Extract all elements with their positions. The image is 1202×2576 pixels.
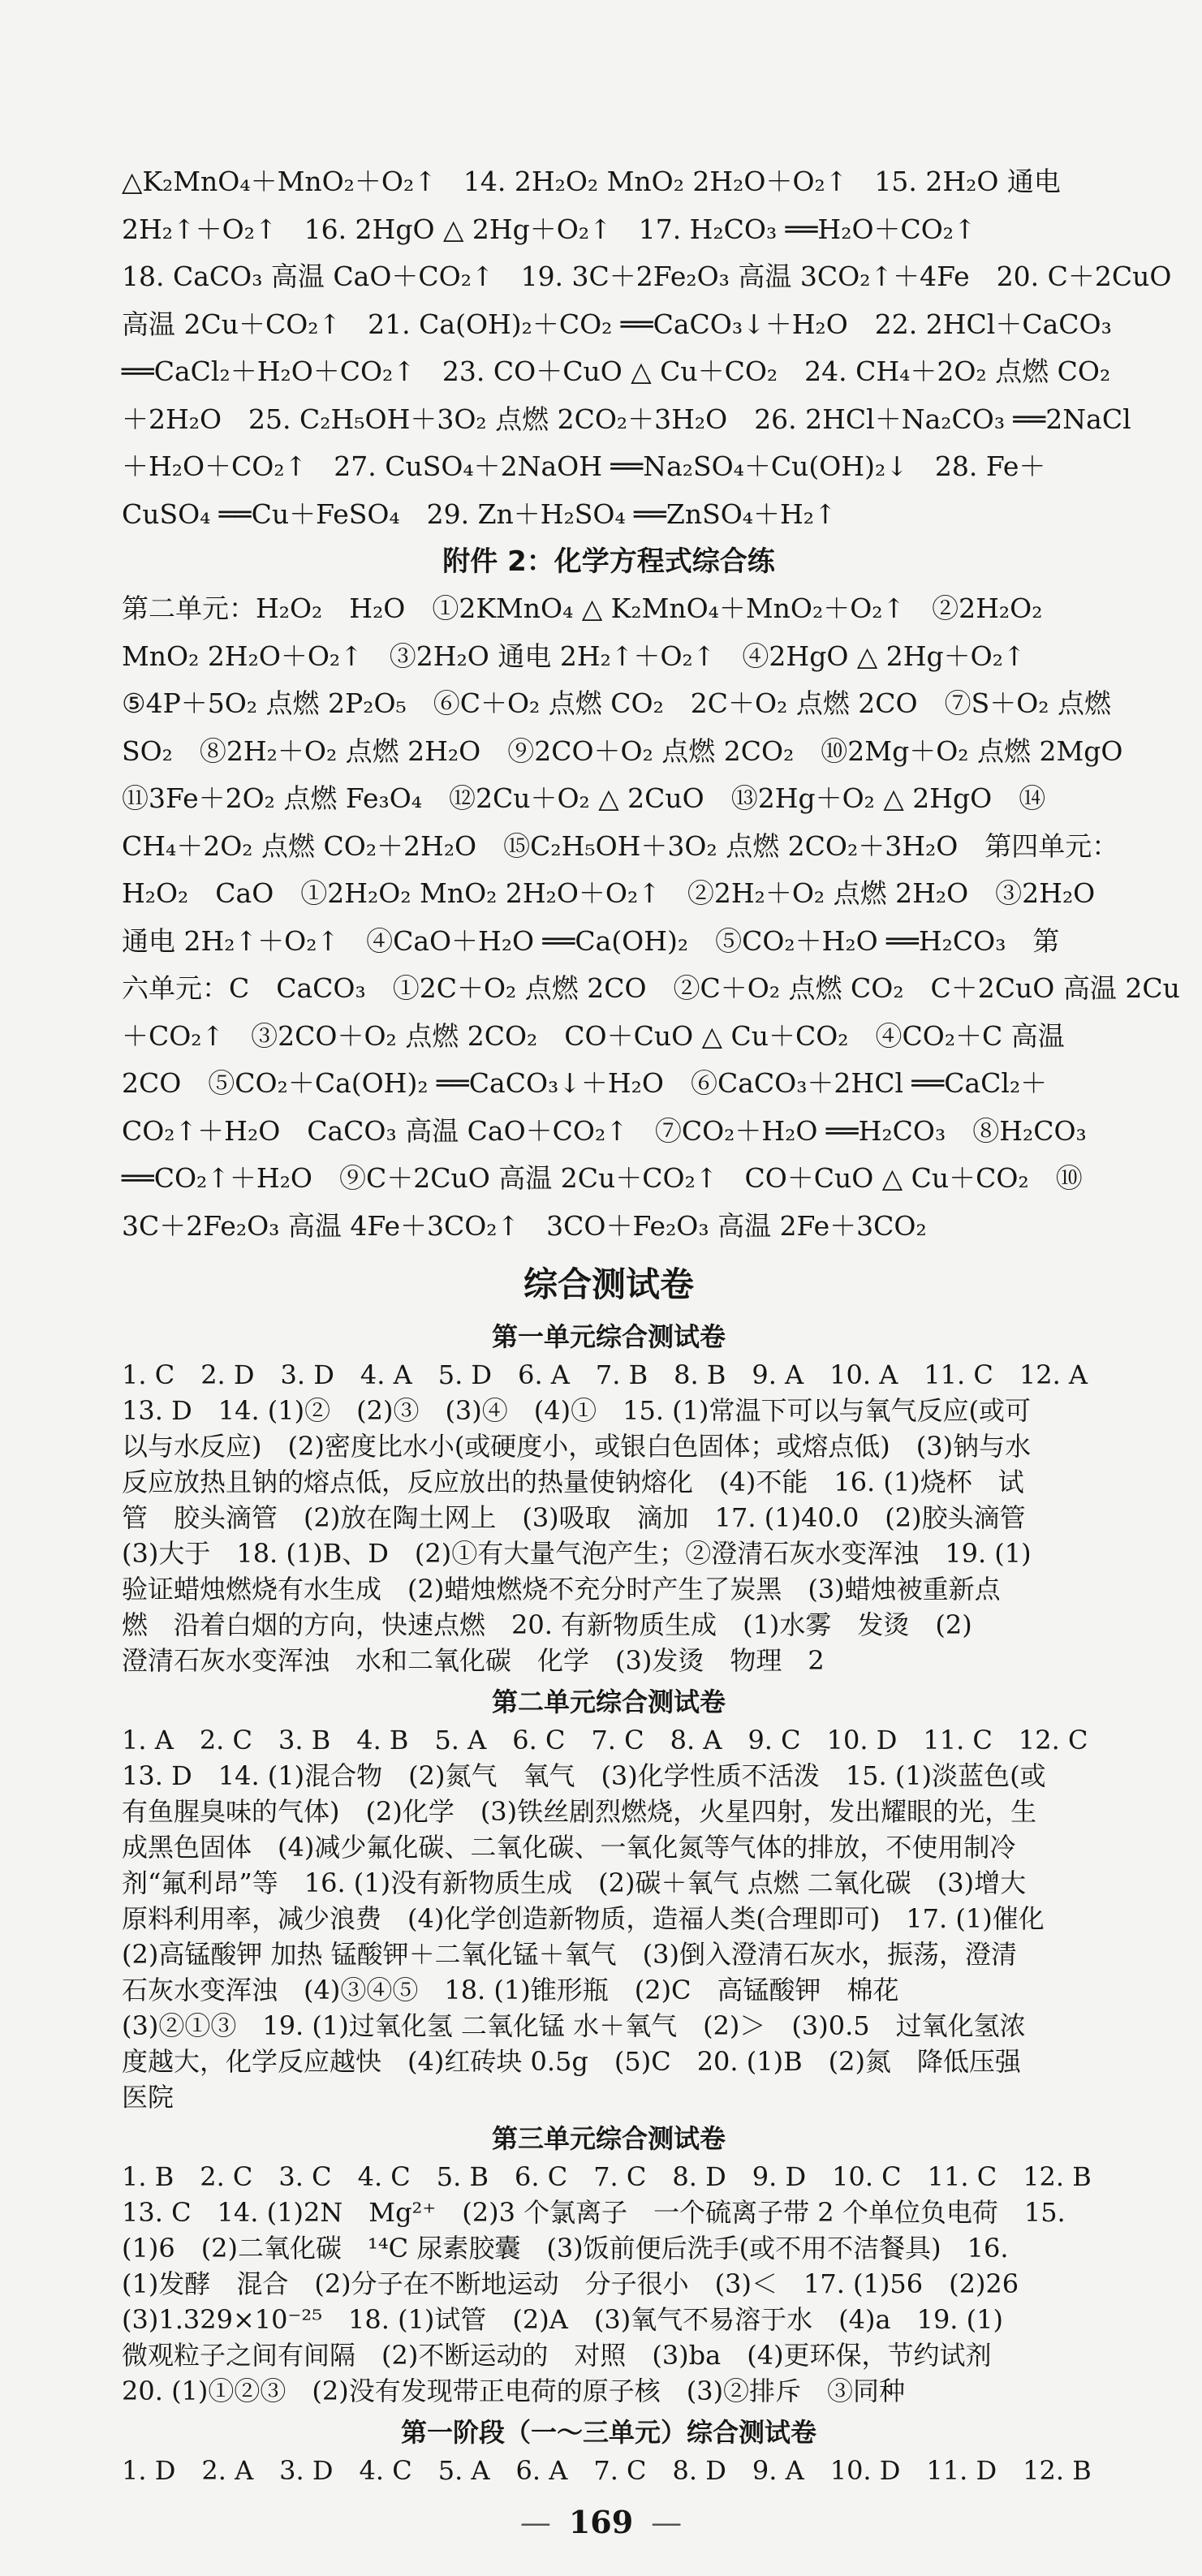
unit3-answers bbox=[122, 2159, 1096, 2409]
answer-line: 原料利用率，减少浪费 (4)化学创造新物质，造福人类(合理即可) 17. (1)催化 bbox=[122, 1903, 1045, 1934]
footer-dash-left: — bbox=[519, 2505, 551, 2540]
answer-line: 医院 bbox=[122, 2082, 174, 2113]
answer-line: 石灰水变浑浊 (4)③④⑤ 18. (1)锥形瓶 (2)C 高锰酸钾 棉花 bbox=[122, 1975, 899, 2005]
answer-line: 验证蜡烛燃烧有水生成 (2)蜡烛燃烧不充分时产生了炭黑 (3)蜡烛被重新点 bbox=[122, 1574, 1001, 1605]
answer-line: 1. A 2. C 3. B 4. B 5. A 6. C 7. C 8. A 9. C 10. D 11. C 12. C bbox=[122, 1725, 1088, 1755]
answer-line: 1. C 2. D 3. D 4. A 5. D 6. A 7. B 8. B 9. A 10. A 11. C 12. A bbox=[122, 1359, 1088, 1390]
equation-line: ⑪3Fe＋2O₂ 点燃 Fe₃O₄ ⑫2Cu＋O₂ △ 2CuO ⑬2Hg＋O₂ △ 2HgO ⑭ bbox=[122, 782, 1046, 814]
equation-line: △K₂MnO₄＋MnO₂＋O₂↑ 14. 2H₂O₂ MnO₂ 2H₂O＋O₂↑ 15. 2H₂O 通电 bbox=[122, 166, 1061, 197]
answer-line: (3)1.329×10⁻²⁵ 18. (1)试管 (2)A (3)氧气不易溶于水 (4)a 19. (1) bbox=[122, 2304, 1003, 2335]
equation-line: 2CO ⑤CO₂＋Ca(OH)₂ ══CaCO₃↓＋H₂O ⑥CaCO₃＋2HCl ══CaCl₂＋ bbox=[122, 1067, 1048, 1099]
equation-line: 六单元：C CaCO₃ ①2C＋O₂ 点燃 2CO ②C＋O₂ 点燃 CO₂ C＋2CuO 高温 2Cu bbox=[122, 972, 1180, 1004]
unit2-answers bbox=[122, 1722, 1096, 2115]
answer-line: 澄清石灰水变浑浊 水和二氧化碳 化学 (3)发烫 物理 2 bbox=[122, 1645, 825, 1676]
answer-page bbox=[122, 158, 1180, 2488]
equation-line: ＋2H₂O 25. C₂H₅OH＋3O₂ 点燃 2CO₂＋3H₂O 26. 2HCl＋Na₂CO₃ ══2NaCl bbox=[122, 403, 1131, 435]
equation-line: MnO₂ 2H₂O＋O₂↑ ③2H₂O 通电 2H₂↑＋O₂↑ ④2HgO △ 2Hg＋O₂↑ bbox=[122, 640, 1026, 672]
equation-line: ══CaCl₂＋H₂O＋CO₂↑ 23. CO＋CuO △ Cu＋CO₂ 24. CH₄＋2O₂ 点燃 CO₂ bbox=[122, 355, 1111, 387]
answer-line: 反应放热且钠的熔点低，反应放出的热量使钠熔化 (4)不能 16. (1)烧杯 试 bbox=[122, 1467, 1024, 1497]
equation-line: ══CO₂↑＋H₂O ⑨C＋2CuO 高温 2Cu＋CO₂↑ CO＋CuO △ Cu＋CO₂ ⑩ bbox=[122, 1162, 1083, 1194]
equation-line: 第二单元：H₂O₂ H₂O ①2KMnO₄ △ K₂MnO₄＋MnO₂＋O₂↑ ②2H₂O₂ bbox=[122, 592, 1043, 624]
answer-line: 微观粒子之间有间隔 (2)不断运动的 对照 (3)ba (4)更环保，节约试剂 bbox=[122, 2340, 992, 2371]
equation-line: CuSO₄ ══Cu＋FeSO₄ 29. Zn＋H₂SO₄ ══ZnSO₄＋H₂↑ bbox=[122, 498, 837, 530]
equation-line: H₂O₂ CaO ①2H₂O₂ MnO₂ 2H₂O＋O₂↑ ②2H₂＋O₂ 点燃 2H₂O ③2H₂O bbox=[122, 877, 1096, 909]
equation-line: ＋H₂O＋CO₂↑ 27. CuSO₄＋2NaOH ══Na₂SO₄＋Cu(OH)₂↓ 28. Fe＋ bbox=[122, 450, 1046, 482]
answer-line: (1)发酵 混合 (2)分子在不断地运动 分子很小 (3)＜ 17. (1)56 (2)26 bbox=[122, 2268, 1019, 2299]
answer-line: 度越大，化学反应越快 (4)红砖块 0.5g (5)C 20. (1)B (2)氮 降低压强 bbox=[122, 2046, 1021, 2077]
answer-line: (3)②①③ 19. (1)过氧化氢 二氧化锰 水＋氧气 (2)＞ (3)0.5 过氧化氢浓 bbox=[122, 2010, 1026, 2041]
answer-line: 燃 沿着白烟的方向，快速点燃 20. 有新物质生成 (1)水雾 发烫 (2) bbox=[122, 1609, 972, 1640]
equation-line: CO₂↑＋H₂O CaCO₃ 高温 CaO＋CO₂↑ ⑦CO₂＋H₂O ══H₂CO₃ ⑧H₂CO₃ bbox=[122, 1114, 1087, 1147]
unit3-title: 第三单元综合测试卷 bbox=[491, 2123, 726, 2154]
answer-line: 1. B 2. C 3. C 4. C 5. B 6. C 7. C 8. D 9. D 10. C 11. C 12. B bbox=[122, 2161, 1092, 2192]
equation-line: 3C＋2Fe₂O₃ 高温 4Fe＋3CO₂↑ 3CO＋Fe₂O₃ 高温 2Fe＋3CO₂ bbox=[122, 1209, 927, 1242]
answer-line: 成黑色固体 (4)减少氟化碳、二氧化碳、一氧化氮等气体的排放，不使用制冷 bbox=[122, 1832, 1016, 1863]
answer-line: 13. C 14. (1)2N Mg²⁺ (2)3 个氯离子 一个硫离子带 2 个单位负电荷 15. bbox=[122, 2197, 1066, 2228]
equation-line: 通电 2H₂↑＋O₂↑ ④CaO＋H₂O ══Ca(OH)₂ ⑤CO₂＋H₂O ══H₂CO₃ 第 bbox=[122, 924, 1060, 957]
stage1-title: 第一阶段（一～三单元）综合测试卷 bbox=[400, 2417, 816, 2448]
equation-line: CH₄＋2O₂ 点燃 CO₂＋2H₂O ⑮C₂H₅OH＋3O₂ 点燃 2CO₂＋3H₂O 第四单元： bbox=[122, 829, 1119, 862]
equation-line: 18. CaCO₃ 高温 CaO＋CO₂↑ 19. 3C＋2Fe₂O₃ 高温 3CO₂↑＋4Fe 20. C＋2CuO bbox=[122, 261, 1172, 292]
appendix1-equations bbox=[122, 158, 1172, 538]
appendix2-equations bbox=[122, 585, 1180, 1250]
comprehensive-title: 综合测试卷 bbox=[523, 1264, 694, 1304]
answer-line: 13. D 14. (1)混合物 (2)氮气 氧气 (3)化学性质不活泼 15. (1)淡蓝色(或 bbox=[122, 1760, 1046, 1791]
answer-line: 管 胶头滴管 (2)放在陶土网上 (3)吸取 滴加 17. (1)40.0 (2)胶头滴管 bbox=[122, 1502, 1026, 1533]
unit1-answers bbox=[122, 1357, 1096, 1678]
answer-line: 剂“氟利昂”等 16. (1)没有新物质生成 (2)碳＋氧气 点燃 二氧化碳 (3)增大 bbox=[122, 1867, 1027, 1898]
answer-line: (1)6 (2)二氧化碳 ¹⁴C 尿素胶囊 (3)饭前便后洗手(或不用不洁餐具) 16. bbox=[122, 2233, 1009, 2264]
footer-dash-right: — bbox=[651, 2505, 683, 2540]
answer-line: 13. D 14. (1)② (2)③ (3)④ (4)① 15. (1)常温下可以与氧气反应(或可 bbox=[122, 1395, 1031, 1426]
equation-line: ＋CO₂↑ ③2CO＋O₂ 点燃 2CO₂ CO＋CuO △ Cu＋CO₂ ④CO₂＋C 高温 bbox=[122, 1019, 1065, 1052]
page-number: 169 bbox=[568, 2504, 634, 2540]
equation-line: 高温 2Cu＋CO₂↑ 21. Ca(OH)₂＋CO₂ ══CaCO₃↓＋H₂O 22. 2HCl＋CaCO₃ bbox=[122, 308, 1112, 340]
stage1-answers bbox=[122, 2453, 1096, 2488]
answer-line: (3)大于 18. (1)B、D (2)①有大量气泡产生；②澄清石灰水变浑浊 19. (1) bbox=[122, 1538, 1032, 1569]
equation-line: ⑤4P＋5O₂ 点燃 2P₂O₅ ⑥C＋O₂ 点燃 CO₂ 2C＋O₂ 点燃 2CO ⑦S＋O₂ 点燃 bbox=[122, 687, 1111, 719]
answer-line: 1. D 2. A 3. D 4. C 5. A 6. A 7. C 8. D 9. A 10. D 11. D 12. B bbox=[122, 2455, 1092, 2486]
unit2-title: 第二单元综合测试卷 bbox=[491, 1686, 726, 1717]
appendix2-title: 附件 2：化学方程式综合练 bbox=[442, 545, 775, 578]
equation-line: 2H₂↑＋O₂↑ 16. 2HgO △ 2Hg＋O₂↑ 17. H₂CO₃ ══H₂O＋CO₂↑ bbox=[122, 213, 976, 245]
equation-line: SO₂ ⑧2H₂＋O₂ 点燃 2H₂O ⑨2CO＋O₂ 点燃 2CO₂ ⑩2Mg＋O₂ 点燃 2MgO bbox=[122, 734, 1123, 767]
page-footer bbox=[0, 2504, 1202, 2540]
answer-line: (2)高锰酸钾 加热 锰酸钾＋二氧化锰＋氧气 (3)倒入澄清石灰水，振荡，澄清 bbox=[122, 1939, 1018, 1970]
answer-line: 有鱼腥臭味的气体) (2)化学 (3)铁丝剧烈燃烧，火星四射，发出耀眼的光，生 bbox=[122, 1796, 1037, 1827]
unit1-title: 第一单元综合测试卷 bbox=[491, 1321, 726, 1352]
answer-line: 20. (1)①②③ (2)没有发现带正电荷的原子核 (3)②排斥 ③同种 bbox=[122, 2376, 906, 2406]
answer-line: 以与水反应) (2)密度比水小(或硬度小，或银白色固体；或熔点低) (3)钠与水 bbox=[122, 1431, 1032, 1462]
